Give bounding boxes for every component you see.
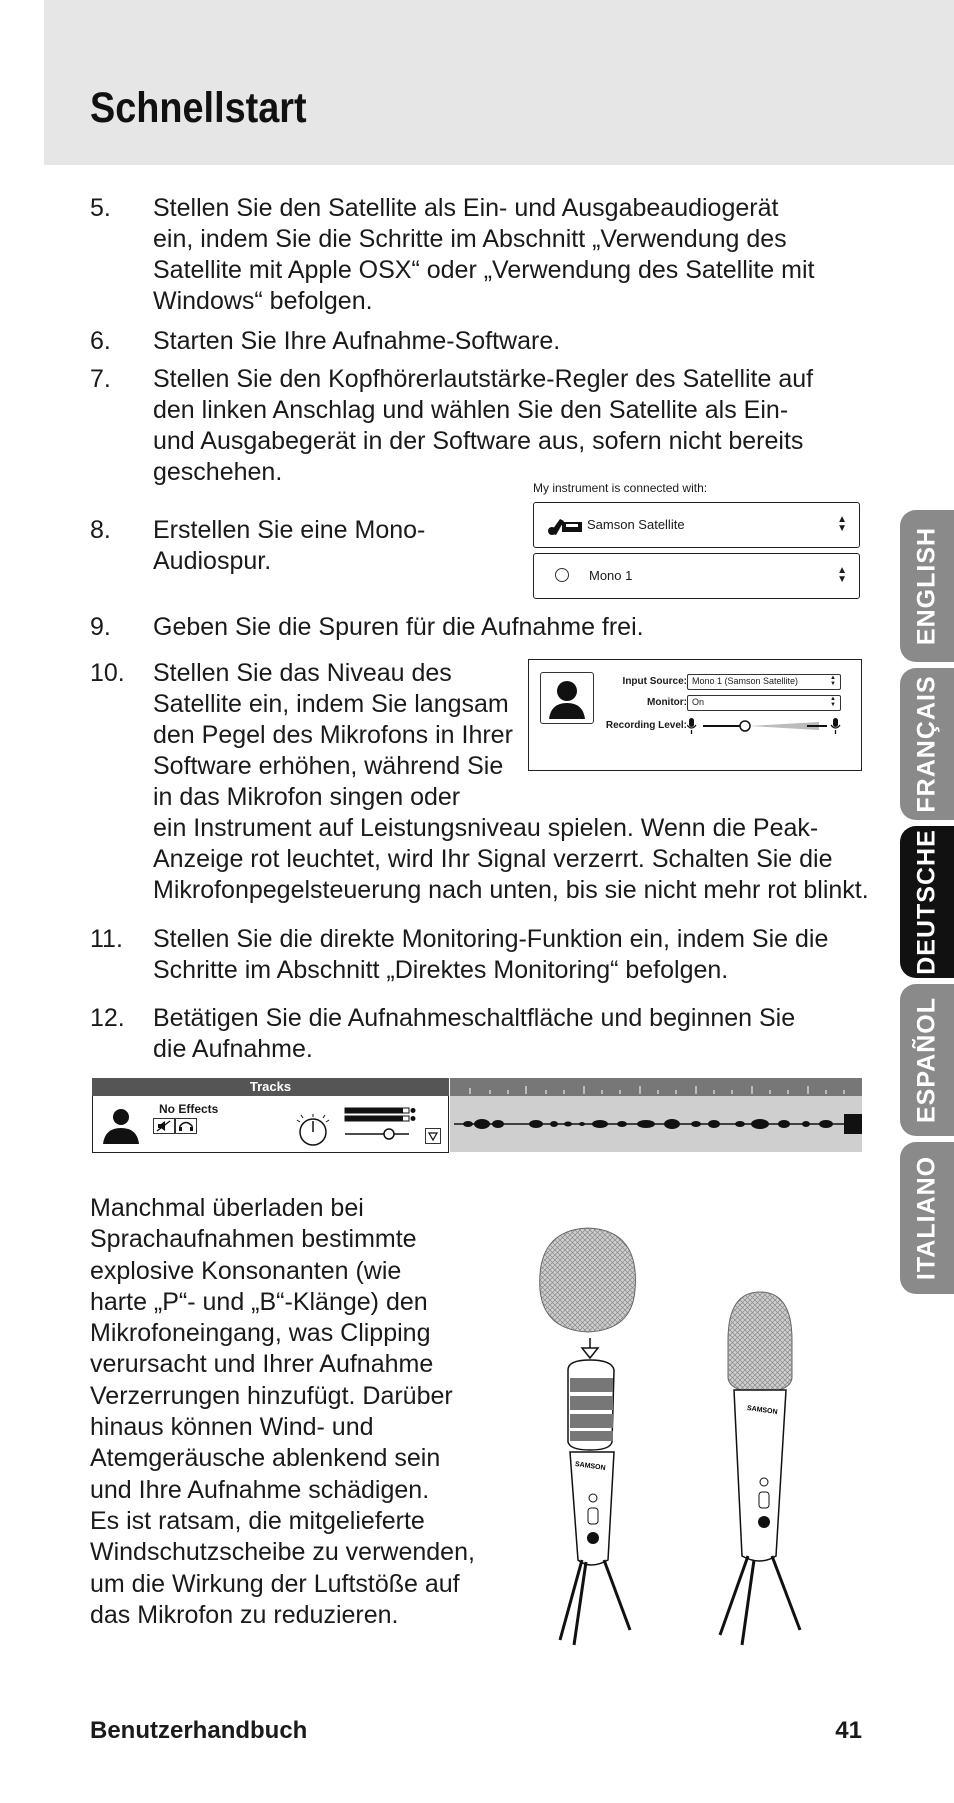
mic-brand-label: SAMSON xyxy=(574,1460,606,1473)
tab-label: ENGLISH xyxy=(912,526,941,646)
stepper-arrows-icon: ▲ ▼ xyxy=(837,514,847,534)
tab-english[interactable] xyxy=(900,510,954,662)
step-number: 6. xyxy=(90,327,111,355)
step-text: Stellen Sie den Kopfhörerlautstärke-Regler des Satellite auf den linken Anschlag und wählen Sie den Satellite als Ein- und Ausgabegerät in der Software aus, sofern nicht bereits geschehen. xyxy=(153,365,814,486)
tracks-panel xyxy=(92,1078,862,1156)
input-source-value: Mono 1 (Samson Satellite) xyxy=(692,676,799,686)
header-band xyxy=(44,0,954,165)
windscreen-foam xyxy=(540,1228,636,1332)
page-number: 41 xyxy=(835,1717,862,1744)
step-number: 11. xyxy=(90,925,123,953)
track-effects-label: No Effects xyxy=(159,1102,219,1116)
step-text: Betätigen Sie die Aufnahmeschaltfläche und beginnen Sie die Aufnahme. xyxy=(153,1004,796,1063)
microphone-body xyxy=(560,1360,630,1645)
mic-high-icon xyxy=(831,718,840,734)
monitor-label: Monitor: xyxy=(647,697,687,708)
person-icon xyxy=(99,1104,143,1146)
stepper-arrows-icon: ▲ ▼ xyxy=(837,565,847,585)
tab-italiano[interactable] xyxy=(900,1142,954,1294)
tab-label: DEUTSCHE xyxy=(912,829,941,975)
tab-label: FRANÇAIS xyxy=(912,675,941,813)
waveform xyxy=(450,1096,862,1152)
step-text: Geben Sie die Spuren für die Aufnahme frei. xyxy=(153,613,644,641)
step-number: 5. xyxy=(90,194,111,222)
footer-manual-title: Benutzerhandbuch xyxy=(90,1717,308,1744)
microphone-with-windscreen xyxy=(720,1292,800,1645)
mute-button[interactable] xyxy=(153,1118,175,1134)
step-number: 9. xyxy=(90,613,111,641)
channel-select[interactable] xyxy=(533,553,860,599)
headphones-icon xyxy=(176,1119,196,1133)
level-meters xyxy=(343,1106,423,1146)
monitor-value: On xyxy=(692,697,705,707)
speaker-mute-icon xyxy=(154,1119,174,1133)
recording-level-label: Recording Level: xyxy=(605,720,687,731)
device-select[interactable] xyxy=(533,502,860,548)
step-number: 7. xyxy=(90,365,111,393)
tab-francais[interactable] xyxy=(900,668,954,820)
track-header xyxy=(92,1096,449,1153)
step-number: 8. xyxy=(90,516,111,544)
tab-espanol[interactable] xyxy=(900,984,954,1136)
step-text: Erstellen Sie eine Mono- Audiospur. xyxy=(153,516,426,575)
track-options-button[interactable] xyxy=(425,1128,441,1144)
input-source-select[interactable] xyxy=(687,674,841,690)
mic-low-icon xyxy=(687,718,696,734)
timeline-ruler xyxy=(450,1078,862,1096)
guitar-usb-icon xyxy=(546,513,586,537)
instrument-label: My instrument is connected with: xyxy=(533,481,708,495)
step-number: 10. xyxy=(90,659,125,687)
windscreen-paragraph: Manchmal überladen bei Sprachaufnahmen bestimmte explosive Konsonanten (wie harte „P“- und „B“-Klänge) den Mikrofoneingang, was Clipping verursacht und Ihrer Aufnahme Verzerrungen hinzufügt. Darüber hinaus können Wind- und Atemgeräusche ablenkend sein und Ihre Aufnahme schädigen. Es ist ratsam, die mitgelieferte Windschutzscheibe zu verwenden, um die Wirkung der Luftstöße auf das Mikrofon zu reduzieren. xyxy=(90,1194,475,1629)
monitor-select[interactable] xyxy=(687,695,841,711)
recording-level-slider[interactable] xyxy=(687,715,847,737)
stepper-arrows-icon: ▲ ▼ xyxy=(830,696,836,708)
triangle-down-icon xyxy=(426,1129,440,1143)
channel-value: Mono 1 xyxy=(589,568,633,583)
pan-knob[interactable] xyxy=(293,1112,333,1150)
microphone-windscreen-illustration xyxy=(520,1220,880,1650)
step-text: Stellen Sie den Satellite als Ein- und Ausgabeaudiogerät ein, indem Sie die Schritte im Abschnitt „Verwendung des Satellite mit Apple OSX“ oder „Verwendung des Satellite mit Windows“ befolgen. xyxy=(153,194,815,315)
arrow-down-icon xyxy=(582,1338,598,1358)
device-value: Samson Satellite xyxy=(587,517,685,532)
input-source-label: Input Source: xyxy=(622,676,687,687)
input-settings-panel xyxy=(528,659,862,771)
stepper-arrows-icon: ▲ ▼ xyxy=(830,675,836,687)
tab-label: ESPAÑOL xyxy=(912,997,941,1123)
step-text: Starten Sie Ihre Aufnahme-Software. xyxy=(153,327,561,355)
page-title: Schnellstart xyxy=(90,84,307,132)
waveform-track xyxy=(450,1096,862,1152)
slider-knob xyxy=(740,721,750,731)
step-text: Stellen Sie die direkte Monitoring-Funktion ein, indem Sie die Schritte im Abschnitt „Direktes Monitoring“ befolgen. xyxy=(153,925,829,984)
ruler-ticks xyxy=(450,1078,862,1096)
mic-brand-label: SAMSON xyxy=(746,1404,778,1417)
radio-icon xyxy=(555,568,569,582)
step-number: 12. xyxy=(90,1004,125,1032)
person-icon xyxy=(541,673,593,723)
step-text: Stellen Sie das Niveau des Satellite ein, indem Sie langsam den Pegel des Mikrofons in Ihrer Software erhöhen, während Sie in das Mikrofon singen oder ein Instrument auf Leistungsniveau spielen. Wenn die Peak- Anzeige rot leuchtet, wird Ihr Signal verzerrt. Schalten Sie die Mikrofonpegelsteuerung nach unten, bis sie nicht mehr rot blinkt. xyxy=(153,659,869,904)
track-avatar xyxy=(540,672,594,724)
tab-deutsche[interactable] xyxy=(900,826,954,978)
monitor-button[interactable] xyxy=(175,1118,197,1134)
tracks-header-label: Tracks xyxy=(249,1079,292,1094)
tab-label: ITALIANO xyxy=(912,1155,941,1281)
tracks-header xyxy=(92,1078,449,1096)
